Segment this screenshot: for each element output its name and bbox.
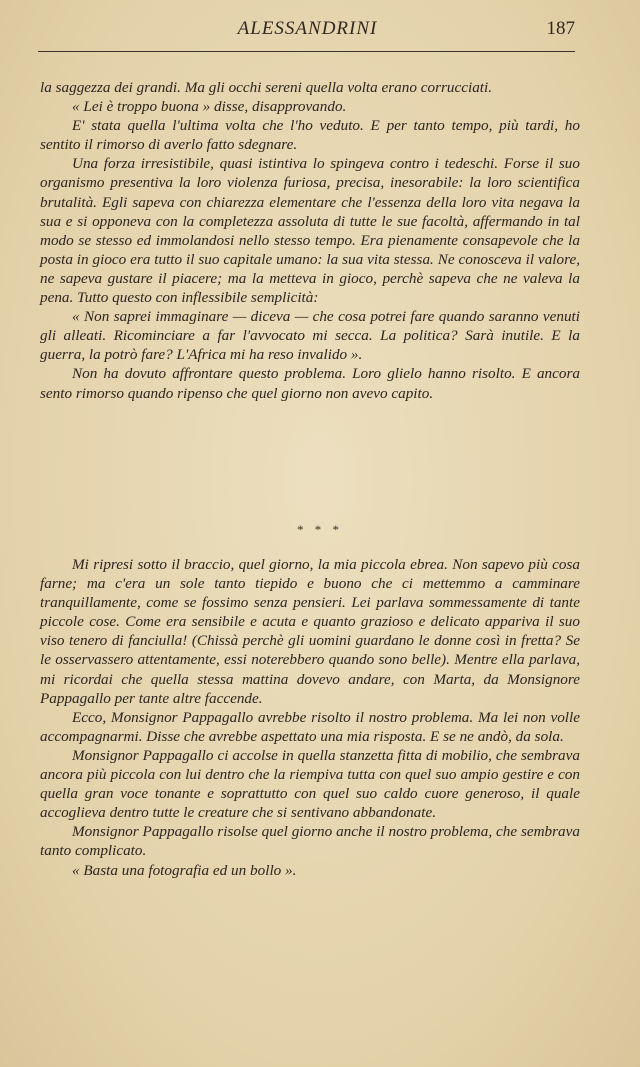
text-section-2 xyxy=(40,555,580,880)
paragraph: Non ha dovuto affrontare questo problema. Loro glielo hanno risolto. E ancora sento rimorso quando ripenso che quel giorno non avevo capito. xyxy=(40,365,580,402)
section-separator: * * * xyxy=(297,522,343,537)
header-rule xyxy=(38,51,575,52)
paragraph: E' stata quella l'ultima volta che l'ho veduto. E per tanto tempo, più tardi, ho sentito il rimorso di averlo fatto sdegnare. xyxy=(40,117,580,154)
paragraph: Mi ripresi sotto il braccio, quel giorno, la mia piccola ebrea. Non sapevo più cosa farne; ma c'era un sole tanto tiepido e buono che ci mettemmo a camminare tranquillamente, come se fossimo senza pensieri. Lei parlava sommessamente di tante piccole cose. Come era sensibile e acuta e quanto grazioso e delicato appariva il suo viso tenero di fanciulla! (Chissà perchè gli uomini guardano le donne così in fretta? Se le osservassero attentamente, essi noterebbero quando sono belle). Mentre ella parlava, mi ricordai che quella stessa mattina dovevo andare, con Marta, da Monsignore Pappagallo per tante altre faccende. xyxy=(40,556,580,707)
running-title: ALESSANDRINI xyxy=(237,18,378,39)
paragraph: Monsignor Pappagallo ci accolse in quella stanzetta fitta di mobilio, che sembrava ancora più piccola con lui dentro che la riempiva tutta con quel suo ampio gestire e con quella gran voce tonante e soprattutto con quel suo caldo cuore generoso, il quale accoglieva dentro tutte le creature che si sentivano abbandonate. xyxy=(40,746,580,822)
page-number: 187 xyxy=(546,18,575,39)
paragraph: la saggezza dei grandi. Ma gli occhi sereni quella volta erano corrucciati. xyxy=(40,79,493,96)
paragraph: « Lei è troppo buona » disse, disapprovando. xyxy=(72,98,347,116)
paragraph: « Basta una fotografia ed un bollo ». xyxy=(72,861,297,879)
paragraph: « Non saprei immaginare — diceva — che cosa potrei fare quando saranno venuti gli alleati. Ricominciare a far l'avvocato mi secca. La politica? Sarà inutile. E la guerra, la potrò fare? L'Africa mi ha reso invalido ». xyxy=(40,308,580,364)
paragraph: Monsignor Pappagallo risolse quel giorno anche il nostro problema, che sembrava tanto complicato. xyxy=(40,823,580,860)
page-header xyxy=(40,18,575,48)
paragraph: Ecco, Monsignor Pappagallo avrebbe risolto il nostro problema. Ma lei non volle accompagnarmi. Disse che avrebbe aspettato una mia risposta. E se ne andò, da sola. xyxy=(40,708,580,745)
paragraph: Una forza irresistibile, quasi istintiva lo spingeva contro i tedeschi. Forse il suo organismo presentiva la loro violenza furiosa, precisa, inesorabile: la loro scientifica brutalità. Egli sapeva con chiarezza elementare che l'essenza della loro vita negava la sua e si opponeva con la completezza assoluta di tutte le sue facoltà, affermando in tal modo se stesso ed immolandosi nello stesso tempo. Era pienamente consapevole che la posta in gioco era tutto il suo capitale umano: la sua vita stessa. Ne conosceva il valore, ne sapeva gustare il piacere; ma la metteva in gioco, perchè sapeva che ne valeva la pena. Tutto questo con inflessibile semplicità: xyxy=(40,155,580,307)
text-section-1 xyxy=(40,78,580,403)
